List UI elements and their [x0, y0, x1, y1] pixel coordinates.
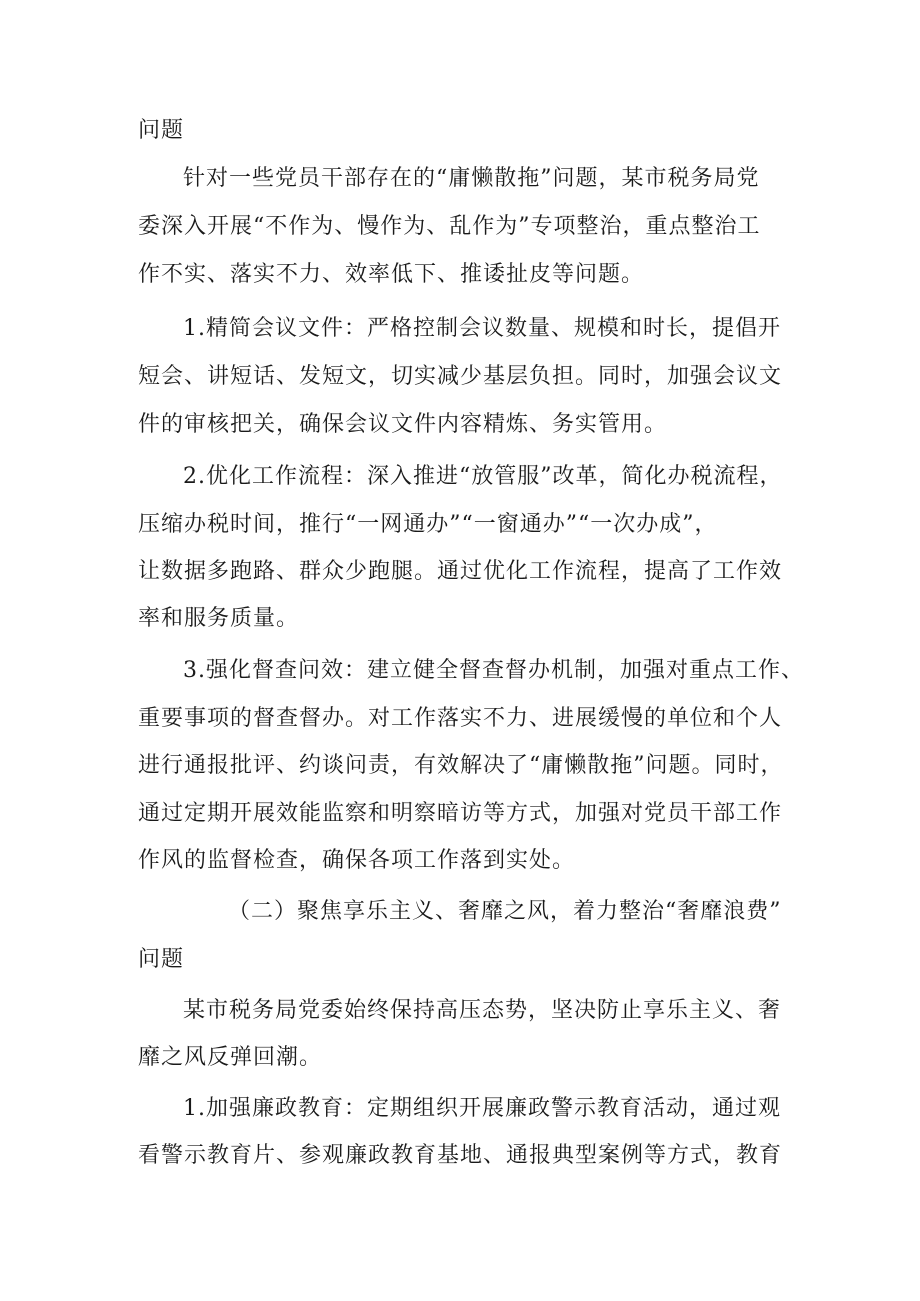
text-line: 作不实、落实不力、效率低下、推诿扯皮等问题。 [138, 262, 645, 287]
text-line: 看警示教育片、参观廉政教育基地、通报典型案例等方式，教育 [138, 1143, 783, 1168]
text-line: 让数据多跑路、群众少跑腿。通过优化工作流程，提高了工作效 [138, 559, 783, 584]
list-item-first-line: 1.加强廉政教育：定期组织开展廉政警示教育活动，通过观 [183, 1096, 781, 1121]
paragraph-first-line: 某市税务局党委始终保持高压态势，坚决防止享乐主义、奢 [183, 998, 782, 1023]
text-line: 短会、讲短话、发短文，切实减少基层负担。同时，加强会议文 [138, 364, 783, 389]
text-line: 压缩办税时间，推行“一网通办”“一窗通办”“一次办成”， [138, 512, 718, 537]
list-item-first-line: 2.优化工作流程：深入推进“放管服”改革，简化办税流程， [183, 464, 783, 489]
paragraph-first-line: 针对一些党员干部存在的“庸懒散拖”问题，某市税务局党 [183, 166, 760, 191]
section-heading: （二）聚焦享乐主义、奢靡之风，着力整治“奢靡浪费” [228, 899, 782, 924]
text-line: 作风的监督检查，确保各项工作落到实处。 [138, 848, 576, 873]
text-line: 率和服务质量。 [138, 606, 300, 631]
text-line: 重要事项的督查督办。对工作落实不力、进展缓慢的单位和个人 [138, 706, 783, 731]
text-line: 靡之风反弹回潮。 [138, 1045, 323, 1070]
list-item-first-line: 1.精简会议文件：严格控制会议数量、规模和时长，提倡开 [183, 316, 781, 341]
text-line: 件的审核把关，确保会议文件内容精炼、务实管用。 [138, 412, 668, 437]
list-item-first-line: 3.强化督查问效：建立健全督查督办机制，加强对重点工作、 [183, 658, 804, 683]
text-line: 通过定期开展效能监察和明察暗访等方式，加强对党员干部工作 [138, 801, 783, 826]
text-line: 委深入开展“不作为、慢作为、乱作为”专项整治，重点整治工 [138, 214, 761, 239]
text-line: 进行通报批评、约谈问责，有效解决了“庸懒散拖”问题。同时， [138, 753, 784, 778]
section-heading-continuation: 问题 [138, 947, 185, 972]
text-line: 问题 [138, 118, 185, 143]
